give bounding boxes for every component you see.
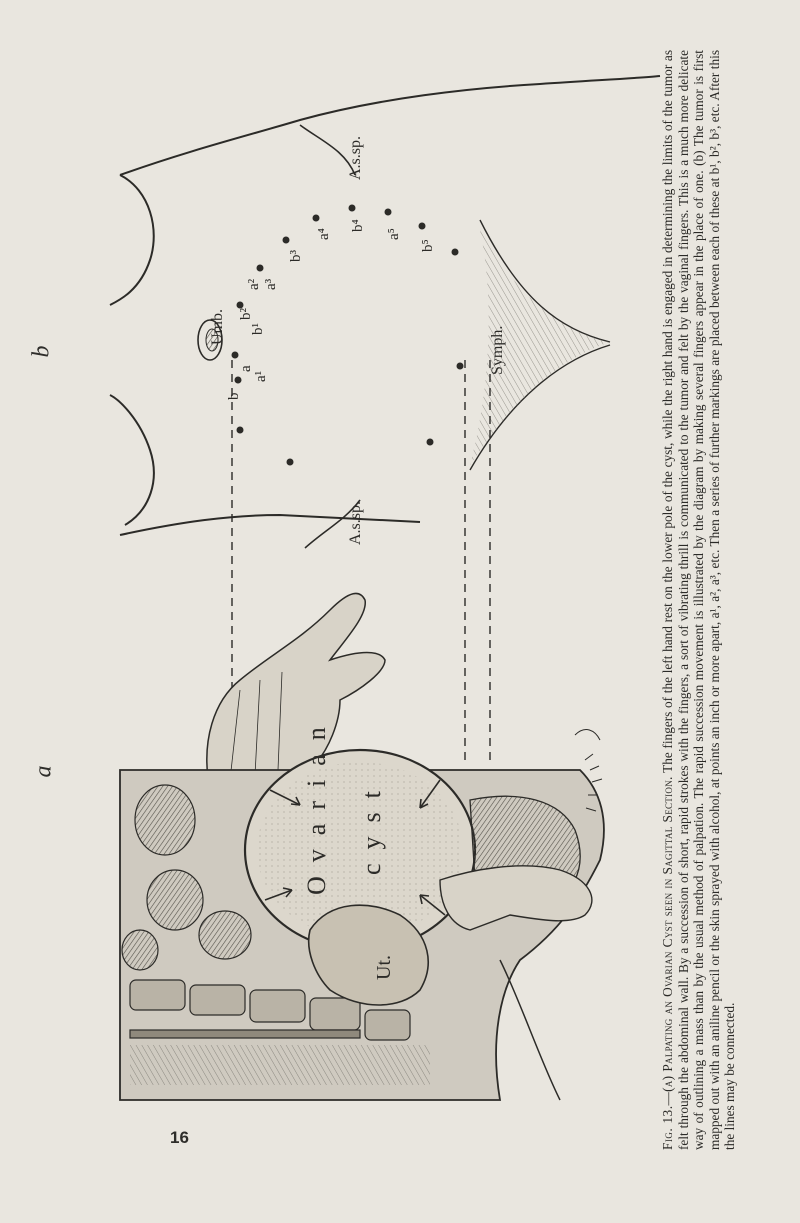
iliac-spine-label-bottom: A.s.sp. (347, 500, 364, 545)
point-labels (226, 219, 436, 400)
caption-text (660, 50, 755, 1150)
point-b-label: b (226, 392, 242, 400)
caption-body: The fingers of the left hand rest on the lower pole of the cyst, while the right hand is engaged in determining the limits of the tumor as felt through the abdominal wall. By a succession of short, rapid strokes with the fingers, a sort of vibrating thrill is communicated to the tumor and felt by the vaginal fingers. This is a much more delicate way of outlining a mass than by the usual method of palpation. The rapid succession movement is illustrated by the diagram by making several fingers appear in the place of one. (b) The tumor is first mapped out with an aniline pencil or the skin sprayed with alcohol, at points an inch or more apart, a¹, a², a³, etc. Then a series of further markings are placed between each of these at b¹, b², b³, etc. After this the lines may be connected. (660, 49, 738, 1150)
point-b2-label: b² (238, 308, 254, 320)
point-b1-label: b¹ (250, 323, 266, 335)
symphysis-label: Symph. (489, 325, 506, 375)
point-a4-label: a⁴ (316, 228, 332, 240)
iliac-spine-label-top: A.s.sp. (347, 135, 364, 180)
point-a1-label: a¹ (253, 370, 269, 382)
panel-b-abdomen (110, 76, 660, 548)
point-b3-label: b³ (288, 250, 304, 262)
figure-caption (660, 49, 800, 1150)
point-a3-label: a³ (263, 278, 279, 290)
point-b5-label: b⁵ (420, 239, 436, 252)
point-a-label: a (238, 365, 254, 372)
point-a5-label: a⁵ (386, 228, 402, 240)
caption-title: —(a) Palpating an Ovarian Cyst seen in Sagittal Section. (660, 776, 675, 1106)
panel-label-b: b (28, 345, 55, 358)
panel-label-a: a (30, 765, 57, 778)
umbilicus-label: Umb. (209, 309, 226, 345)
cyst-label-line-2: cyst (357, 777, 386, 875)
page-number: 16 (170, 1128, 189, 1147)
cyst-label-line-1: Ovarian (302, 713, 331, 895)
uterus-label: Ut. (373, 955, 395, 980)
point-a2-label: a² (246, 278, 262, 290)
point-b4-label: b⁴ (350, 219, 366, 232)
caption-fig-label: Fig. 13. (660, 1105, 675, 1150)
